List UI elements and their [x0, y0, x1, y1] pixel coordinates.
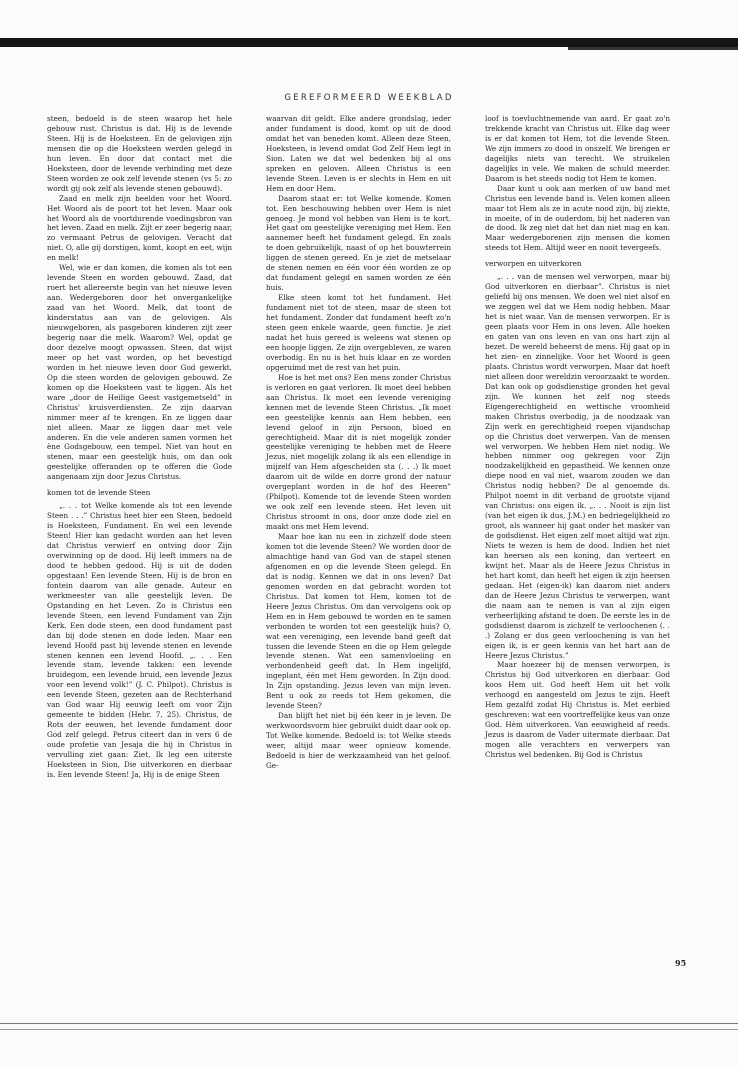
paragraph: steen, bedoeld is de steen waarop het hele gebouw rust. Christus is dat. Hij is de levende Steen. Hij is de Hoeksteen. En de gelovigen zijn mensen die op die Hoeksteen werden gelegd in hun leven. En door dat contact met die Hoeksteen, door de levende verbinding met deze Steen worden ze ook zelf levende stenen (vs 5: zo wordt gij ook zelf als levende stenen gebouwd).	[47, 114, 232, 193]
paragraph: Elke steen komt tot het fundament. Het fundament niet tot de steen, maar de steen tot het fundament. Zonder dat fundament heeft zo'n steen geen enkele waarde, geen functie. Je ziet nadat het huis gereed is weleens wat stenen op een hoopje liggen. Ze zijn overgebleven, ze waren overbodig. En nu is het huis klaar en ze worden opgeruimd met de rest van het puin.	[266, 293, 451, 372]
section-heading: verworpen en uitverkoren	[485, 259, 582, 269]
paragraph: Dan blijft het niet bij één keer in je leven. De werkwoordsvorm hier gebruikt duidt daar ook op. Tot Welke komende. Bedoeld is: tot Welke steeds weer, altijd maar weer opnieuw komende. Bedoeld is hier de werkzaamheid van het geloof. Ge-	[266, 711, 451, 770]
paragraph: Hoe is het met ons? Een mens zonder Christus is verloren en gaat verloren. Ik moet deel hebben aan Christus. Ik moet een levende vereniging kennen met de levende Steen Christus. „Ik moet een geestelijke kennis aan Hem hebben, een levend geloof in zijn Persoon, bloed en gerechtigheid. Maar dit is niet mogelijk zonder geestelijke vereniging te hebben met de Heere Jezus, niet mogelijk zolang ik als een ellendige in mijzelf van Hem afgescheiden sta (. . .) Ik moet daarom uit de wilde en dorre grond der natuur overgeplant worden in de hof des Heeren” (Philpot). Komende tot de levende Steen worden we ook zelf een levende steen. Het leven uit Christus stroomt in ons, door onze dode ziel en maakt ons met Hem levend.	[266, 372, 451, 532]
paragraph: Zaad en melk zijn beelden voor het Woord. Het Woord als de poort tot het leven. Maar ook het Woord als de voortdurende voedingsbron van het leven. Zaad en melk. Zijt er zeer begerig naar, zo vermaant Petrus de gelovigen. Veracht dat niet. O, alle gij dorstigen, komt, koopt en eet, wijn en melk!	[47, 193, 232, 263]
top-black-rule	[0, 38, 738, 47]
page-number: 95	[675, 958, 687, 968]
paragraph: Daarom staat er: tot Welke komende. Komen tot. Een beschouwing hebben over Hem is niet genoeg. Je mond vol hebben van Hem is te kort. Het gaat om geestelijke vereniging met Hem. Een aannemer heeft het fundament gelegd. En zoals te doen gebruikelijk, naast of op het bouwterrein liggen de stenen gereed. En je ziet de metselaar de stenen nemen en één voor één worden ze op dat fundament gelegd en samen worden ze één huis.	[266, 193, 451, 293]
running-header: GEREFORMEERD WEEKBLAD	[284, 93, 454, 103]
bottom-rule-secondary	[0, 1029, 738, 1030]
bottom-rule	[0, 1023, 738, 1024]
column-left	[47, 114, 232, 780]
paragraph: Maar hoezeer bij de mensen verworpen, is Christus bij God uitverkoren en dierbaar. God koos Hem uit. God heeft Hem uit het volk verhoogd en aangesteld om Jezus te zijn. Heeft Hem gezalfd zodat Hij Christus is. Met eerbied geschreven: wat een voortreffelijke keus van onze God. Hèm uitverkoren. Van eeuwigheid af reeds. Jezus is daarom de Vader uitermate dierbaar. Dat mogen alle verachters en verwerpers van Christus wel bedenken. Bij God is Christus	[485, 660, 670, 760]
paragraph: waarvan dit geldt. Elke andere grondslag, ieder ander fundament is dood, komt op uit de dood omdat het van beneden komt. Alleen deze Steen, Hoeksteen, is levend omdat God Zelf Hem legt in Sion. Laten we dat wel bedenken bij al ons spreken en geloven. Alleen Christus is een levende Steen. Leven is er slechts in Hem en uit Hem en door Hem.	[266, 114, 451, 193]
column-middle	[266, 114, 451, 771]
paragraph: Daar kunt u ook aan merken of uw band met Christus een levende band is. Velen komen alleen maar tot Hem als ze in acute nood zijn, bij ziekte, in moeite, of in de ouderdom, bij het naderen van de dood. Ik zeg niet dat het dan niet mag en kan. Maar wedergeborenen zijn mensen die komen steeds tot Hem. Altijd weer en nooit tevergeefs.	[485, 183, 670, 253]
section-heading: komen tot de levende Steen	[47, 488, 151, 498]
column-right	[485, 114, 670, 760]
paragraph: Wel, wie er dan komen, die komen als tot een levende Steen en worden gebouwd. Zaad, dat roert het allereerste begin van het nieuwe leven aan. Wedergeboren door het onvergankelijke zaad van het Woord. Melk, dat toont de kinderstatus aan van de gelovigen. Als nieuwgeboren, als pasgeboren kinderen zijt zeer begerig naar die melk. Waarom? Wel, opdat ge door dezelve moogt opwassen. Steen, dat wijst meer op het vast worden, op het bevestigd worden in het nieuwe leven door God gewerkt. Op die steen worden de gelovigen gebouwd. Ze komen op die Hoeksteen vast te liggen. Als het ware „door de Heilige Geest vastgemetseld” in Christus' kruisverdiensten. Ze zijn daarvan nimmer meer af te krengen. En ze liggen daar niet alleen. Maar ze liggen daar met vele anderen. En die vele anderen samen vormen het ène Godsgebouw, een tempel. Niet van hout en stenen, maar een geestelijk huis, om dan ook geestelijke offeranden op te offeren die Gode aangenaam zijn door Jezus Christus.	[47, 263, 232, 482]
paragraph: Maar hoe kan nu een in zichzelf dode steen komen tot die levende Steen? We worden door de almachtige hand van God van de stapel stenen afgenomen en op die levende Steen gelegd. En dat is nodig. Kennen we dat in ons leven? Dat genomen worden en dat gebracht worden tot Christus. Dat komen tot Hem, komen tot de Heere Jezus Christus. Om dan vervolgens ook op Hem en in Hem gebouwd te worden en te samen verbonden te worden tot een geestelijk huis? O, wat een vereniging, een levende band geeft dat tussen die levende Steen en die op Hem gelegde levende stenen. Wat een samenvloeiing en verbondenheid geeft dat. In Hem ingelijfd, ingeplant, één met Hem geworden. In Zijn dood. In Zijn opstanding. Jezus leven van mijn leven. Bent u ook zo reeds tot Hem gekomen, die levende Steen?	[266, 532, 451, 711]
top-rule-tail	[568, 47, 738, 50]
paragraph: „. . . tot Welke komende als tot een levende Steen . . .” Christus heet hier een Steen, bedoeld is Hoeksteen, Fundament. En wel een levende Steen! Hier kan gedacht worden aan het leven dat Christus verwierf en ontving door Zijn overwinning op de dood. Hij leeft immers na de dood te hebben gedood. Hij is uit de doden opgestaan! Een levende Steen. Hij is de bron en fontein daarom van alle genade. Auteur en werkmeester van alle geestelijk leven. De Opstanding en het Leven. Zo is Christus een levende Steen, een levend Fundament van Zijn Kerk. Een dode steen, een dood fundament past dan bij dode stenen en dode leden. Maar een levend Hoofd past bij levende stenen en levende stenen kennen een levend Hoofd. „. . . Een levende stam, levende takken: een levende bruidegom, een levende bruid, een levende Jezus voor een levend volk!” (J. C. Philpot). Christus is een levende Steen, gezeten aan de Rechterhand van God waar Hij eeuwig leeft om voor Zijn gemeente te bidden (Hebr. 7, 25). Christus, de Rots der eeuwen, het levende fundament door God zelf gelegd. Petrus citeert dan in vers 6 de oude profetie van Jesaja die hij in Christus in vervulling ziet gaan: Ziet, Ik leg een uiterste Hoeksteen in Sion, Die uitverkoren en dierbaar is. Een levende Steen! Ja, Hij is de enige Steen	[47, 501, 232, 779]
paragraph: loof is toevluchtnemende van aard. Er gaat zo'n trekkende kracht van Christus uit. Elke dag weer is er dat komen tot Hem, tot die levende Steen. We zijn immers zo dood in onszelf. We brengen er dagelijks niets van terecht. We struikelen dagelijks in vele. We maken de schuld meerder. Daarom is het steeds nodig tot Hem te komen.	[485, 114, 670, 183]
paragraph: „. . . van de mensen wel verworpen, maar bij God uitverkoren en dierbaar”. Christus is niet geliefd bij ons mensen. We doen wel niet alsof en we zeggen wel dat we Hem nodig hebben. Maar het is niet waar. Van de mensen verworpen. Er is geen plaats voor Hem in ons leven. Alle hoeken en gaten van ons leven en van ons hart zijn al bezet. De wereld beheerst de mens. Hij gaat op in het zien- en zinnelijke. Voor het Woord is geen plaats. Christus wordt verworpen. Maar dat hoeft niet alleen door wereldzin veroorzaakt te worden. Dat kan ook op godsdienstige gronden het geval zijn. We kunnen het zelf nog steeds Eigengerechtigheid en wettische vroomheid maken Christus overbodig, ja de noodzaak van Zijn werk en gerechtigheid roepen vijandschap op die Christus doet verwerpen. Van de mensen wel verworpen. We hebben Hem niet nodig. We hebben nimmer oog gekregen voor Zijn noodzakelijkheid en gepastheid. We kennen onze diepe nood en val niet, waarom zouden we dan Christus nodig hebben? De al genoemde ds. Philpot noemt in dit verband de grootste vijand van Christus: ons eigen ik. „. . . Nooit is zijn list (van het eigen ik dus, J.M.) en bedriegelijkheid zo groot, als wanneer hij gaat onder het masker van de godsdienst. Het eigen zelf moet altijd wat zijn. Niets te wezen is hem de dood. Indien het niet kan heersen als een koning, dan verteert en kwijnt het. Maar als de Heere Jezus Christus in het hart komt, dan heeft het eigen ik zijn heersen gedaan. Het (eigen-ik) kan daarom niet anders dan de Heere Jezus Christus te verwerpen, want die naam aan te nemen is van al zijn eigen verheerlijking afstand te doen. De eerste les in de godsdienst daarom is zichzelf te verloochenen (. . .) Zolang er dus geen verloochening is van het eigen ik, is er geen kennis van het hart aan de Heere Jezus Christus.”	[485, 272, 670, 660]
